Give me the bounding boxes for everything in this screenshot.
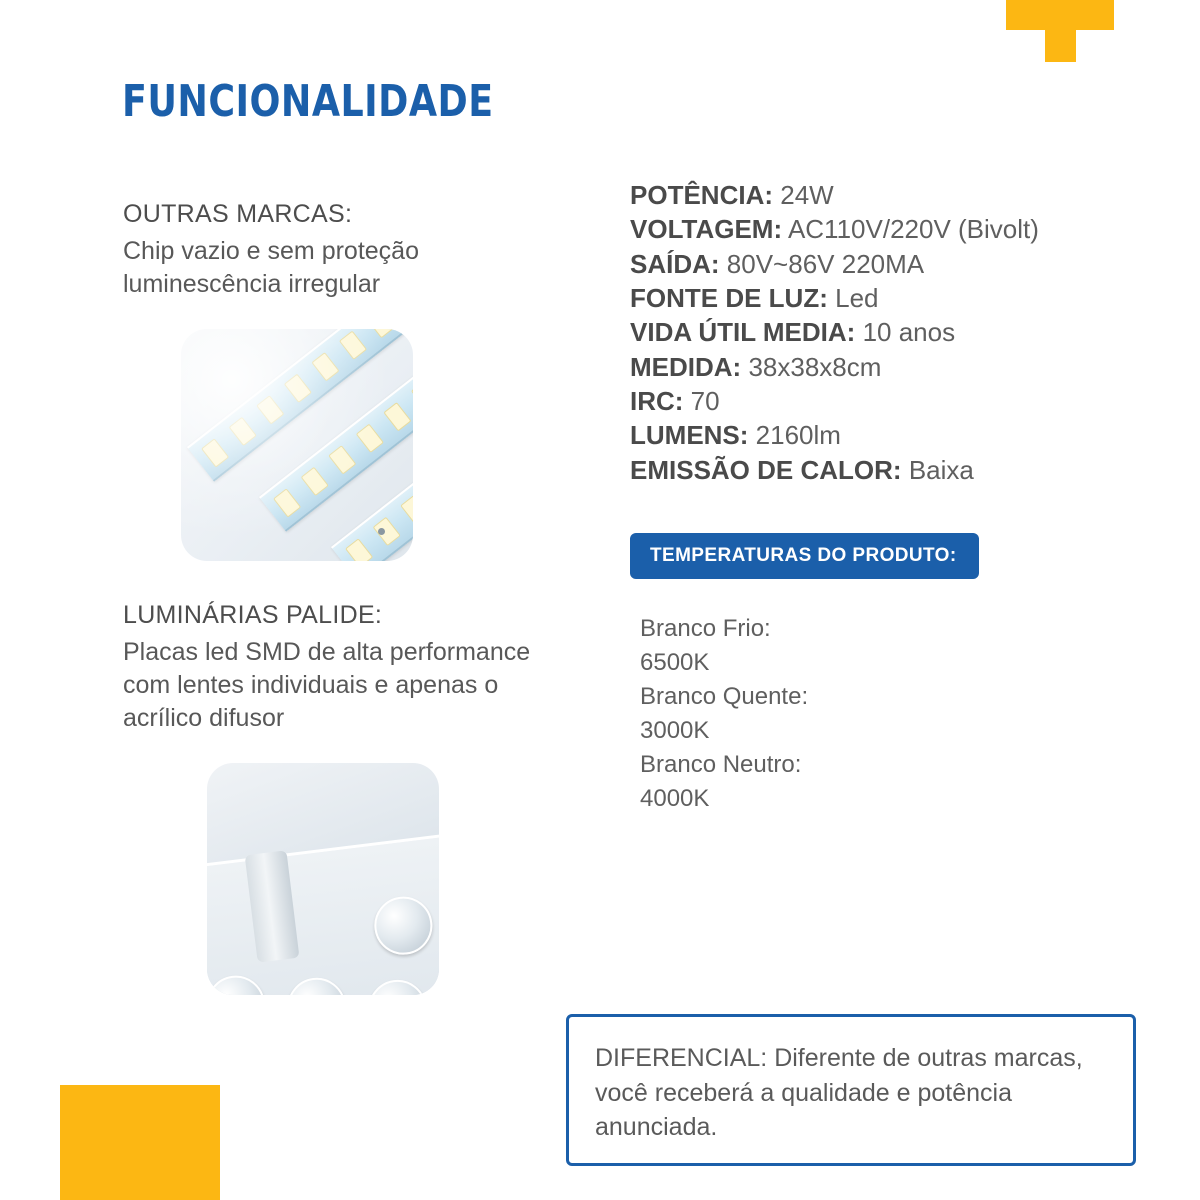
temperature-item-value: 4000K <box>640 785 710 813</box>
spec-value: 70 <box>690 385 720 416</box>
lamp-plate <box>207 833 439 995</box>
spec-row <box>630 212 1150 246</box>
spec-value: 10 anos <box>862 317 956 348</box>
spec-value: 24W <box>780 180 834 210</box>
diferencial-callout <box>566 1014 1136 1166</box>
spec-row <box>630 384 1150 418</box>
spec-key: FONTE DE LUZ: <box>630 282 828 313</box>
spec-value: AC110V/220V (Bivolt) <box>787 214 1039 245</box>
outras-marcas-heading: OUTRAS MARCAS: <box>123 200 353 228</box>
spec-row <box>630 418 1150 452</box>
spec-value: 2160lm <box>755 420 841 451</box>
spec-key: SAÍDA: <box>630 248 720 279</box>
lamp-lens-icon <box>371 893 436 958</box>
spec-value: Baixa <box>908 454 974 485</box>
temperature-item-value: 3000K <box>640 717 710 745</box>
spec-row <box>630 178 1150 212</box>
spec-key: VOLTAGEM: <box>630 214 783 245</box>
spec-row <box>630 350 1150 384</box>
temperatures-badge: TEMPERATURAS DO PRODUTO: <box>630 533 979 579</box>
temperature-item-name: Branco Neutro: <box>640 751 802 779</box>
spec-value: Led <box>835 282 879 313</box>
spec-value: 38x38x8cm <box>748 351 882 382</box>
led-strip-photo <box>181 329 413 561</box>
spec-row <box>630 247 1150 281</box>
led-lamp-photo <box>207 763 439 995</box>
luminarias-palide-block <box>123 601 543 995</box>
left-column <box>123 200 543 995</box>
spec-value: 80V~86V 220MA <box>726 248 925 279</box>
lamp-tube <box>245 850 300 962</box>
page-title: FUNCIONALIDADE <box>122 76 494 127</box>
spec-key: IRC: <box>630 385 684 416</box>
spec-key: EMISSÃO DE CALOR: <box>630 454 902 485</box>
temperature-item-name: Branco Frio: <box>640 615 771 642</box>
spec-key: VIDA ÚTIL MEDIA: <box>630 317 856 348</box>
luminarias-body: Placas led SMD de alta performance com lentes individuais e apenas o acrílico difusor <box>123 638 531 732</box>
lamp-lens-icon <box>284 974 349 995</box>
temperature-item-name: Branco Quente: <box>640 683 809 711</box>
diferencial-text: DIFERENCIAL: Diferente de outras marcas, você receberá a qualidade e potência anunciada. <box>595 1044 1083 1141</box>
temperatures-list <box>640 612 808 816</box>
spec-key: MEDIDA: <box>630 351 742 382</box>
outras-marcas-body: Chip vazio e sem proteção luminescência irregular <box>123 237 419 298</box>
temperature-item-value: 6500K <box>640 649 710 677</box>
spec-row <box>630 315 1150 349</box>
spec-row <box>630 453 1150 487</box>
luminarias-heading: LUMINÁRIAS PALIDE: <box>123 601 383 629</box>
outras-marcas-block <box>123 200 543 561</box>
spec-key: LUMENS: <box>630 420 749 451</box>
decorative-plus-shape <box>1006 0 1114 62</box>
lamp-lens-icon <box>207 972 268 995</box>
specification-list <box>630 178 1150 487</box>
spec-row <box>630 281 1150 315</box>
spec-key: POTÊNCIA: <box>630 180 773 210</box>
decorative-square-shape <box>60 1085 220 1200</box>
lamp-lens-icon <box>365 977 430 995</box>
plus-vertical-bar <box>1045 0 1076 62</box>
screw-dot-icon <box>378 528 385 535</box>
